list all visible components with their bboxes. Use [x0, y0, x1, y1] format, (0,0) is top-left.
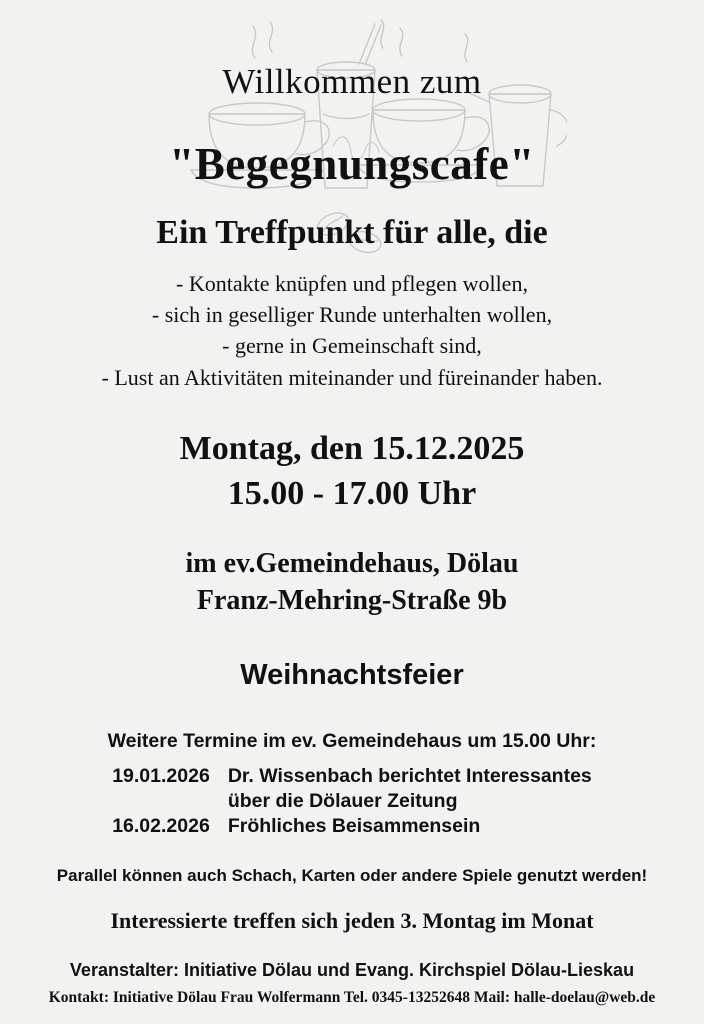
table-row [112, 765, 592, 790]
contact-line: Kontakt: Initiative Dölau Frau Wolfermann Tel. 0345-13252648 Mail: halle-doelau@web.de [48, 989, 656, 1007]
event-date-block [14, 427, 690, 517]
bullet-item: - gerne in Gemeinschaft sind, [222, 333, 482, 359]
games-note: Parallel können auch Schach, Karten oder andere Spiele genutzt werden! [56, 866, 648, 886]
event-location-block [14, 545, 690, 619]
table-row [112, 790, 592, 815]
further-date: 16.02.2026 [112, 815, 210, 838]
bullet-item: - Lust an Aktivitäten miteinander und füreinander haben. [101, 364, 603, 390]
further-date-text: Fröhliches Beisammensein [227, 815, 481, 838]
event-highlight: Weihnachtsfeier [240, 659, 464, 692]
event-street: Franz-Mehring-Straße 9b [196, 584, 508, 616]
welcome-heading: Willkommen zum [222, 62, 482, 101]
further-date: 19.01.2026 [112, 765, 210, 788]
event-time: 15.00 - 17.00 Uhr [227, 474, 477, 512]
organizer-line: Veranstalter: Initiative Dölau und Evang. Kirchspiel Dölau-Lieskau [69, 960, 635, 981]
poster-content [0, 62, 704, 1007]
further-date-empty [112, 790, 228, 815]
page-title: "Begegnungscafe" [169, 139, 535, 189]
further-dates-heading: Weitere Termine im ev. Gemeindehaus um 15.00 Uhr: [107, 730, 597, 753]
further-date-text: Dr. Wissenbach berichtet Interessantes [227, 765, 592, 788]
event-date: Montag, den 15.12.2025 [179, 429, 525, 467]
interested-note: Interessierte treffen sich jeden 3. Montag im Monat [110, 908, 594, 934]
bullet-list [14, 268, 690, 393]
event-venue: im ev.Gemeindehaus, Dölau [185, 547, 519, 579]
bullet-item: - sich in geselliger Runde unterhalten wollen, [151, 302, 553, 328]
further-date-text-cont: über die Dölauer Zeitung [227, 790, 458, 813]
table-row [112, 815, 592, 840]
bullet-item: - Kontakte knüpfen und pflegen wollen, [176, 271, 528, 296]
subtitle: Ein Treffpunkt für alle, die [156, 214, 548, 251]
further-dates-table [112, 765, 592, 840]
